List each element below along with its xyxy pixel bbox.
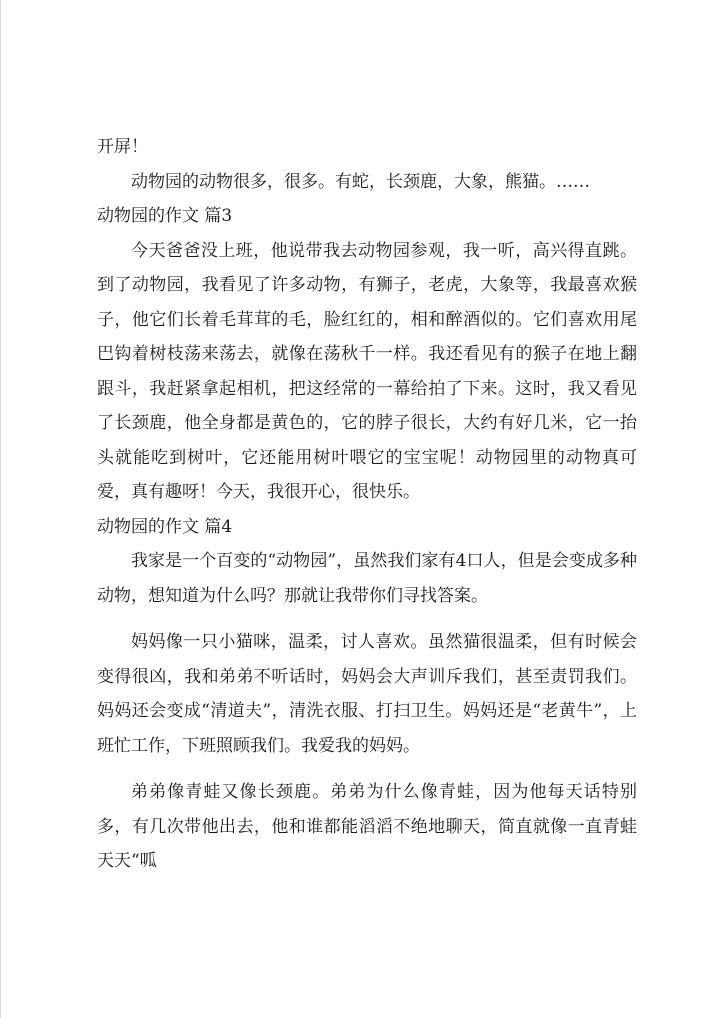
paragraph-essay-3: 今天爸爸没上班，他说带我去动物园参观，我一听，高兴得直跳。到了动物园，我看见了许多动物，有狮子，老虎，大象等，我最喜欢猴子，他它们长着毛茸茸的毛，脸红红的，相和醉酒似的。它们喜欢用尾巴钩着树枝荡来荡去，就像在荡秋千一样。我还看见有的猴子在地上翻跟斗，我赶紧拿起相机，把这经常的一幕给拍了下来。这时，我又看见了长颈鹿，他全身都是黄色的，它的脖子很长，大约有好几米，它一抬头就能吃到树叶，它还能用树叶喂它的宝宝呢！动物园里的动物真可爱，真有趣呀！今天，我很开心，很快乐。	[97, 240, 637, 502]
document-body	[97, 130, 637, 879]
section-heading-3: 动物园的作文 篇3	[97, 206, 233, 226]
paragraph-animals-list: 动物园的动物很多，很多。有蛇，长颈鹿，大象，熊猫。……	[131, 171, 590, 192]
section-heading-4: 动物园的作文 篇4	[97, 516, 233, 537]
paragraph-essay-4-intro: 我家是一个百变的“动物园”，虽然我们家有4口人，但是会变成多种动物，想知道为什么吗？那就让我带你们寻找答案。	[97, 551, 637, 606]
paragraph-spacer	[97, 763, 637, 775]
paragraph-intro-end: 开屏！	[97, 137, 148, 157]
paragraph-essay-4-brother: 弟弟像青蛙又像长颈鹿。弟弟为什么像青蛙，因为他每天话特别多，有几次带他出去，他和谁都能滔滔不绝地聊天，简直就像一直青蛙天天“呱	[97, 782, 637, 871]
paragraph-essay-4-mother: 妈妈像一只小猫咪，温柔，讨人喜欢。虽然猫很温柔，但有时候会变得很凶，我和弟弟不听话时，妈妈会大声训斥我们，甚至责罚我们。妈妈还会变成“清道夫”，清洗衣服、打扫卫生。妈妈还是“老黄牛”，上班忙工作，下班照顾我们。我爱我的妈妈。	[97, 632, 637, 756]
paragraph-spacer	[97, 613, 637, 625]
